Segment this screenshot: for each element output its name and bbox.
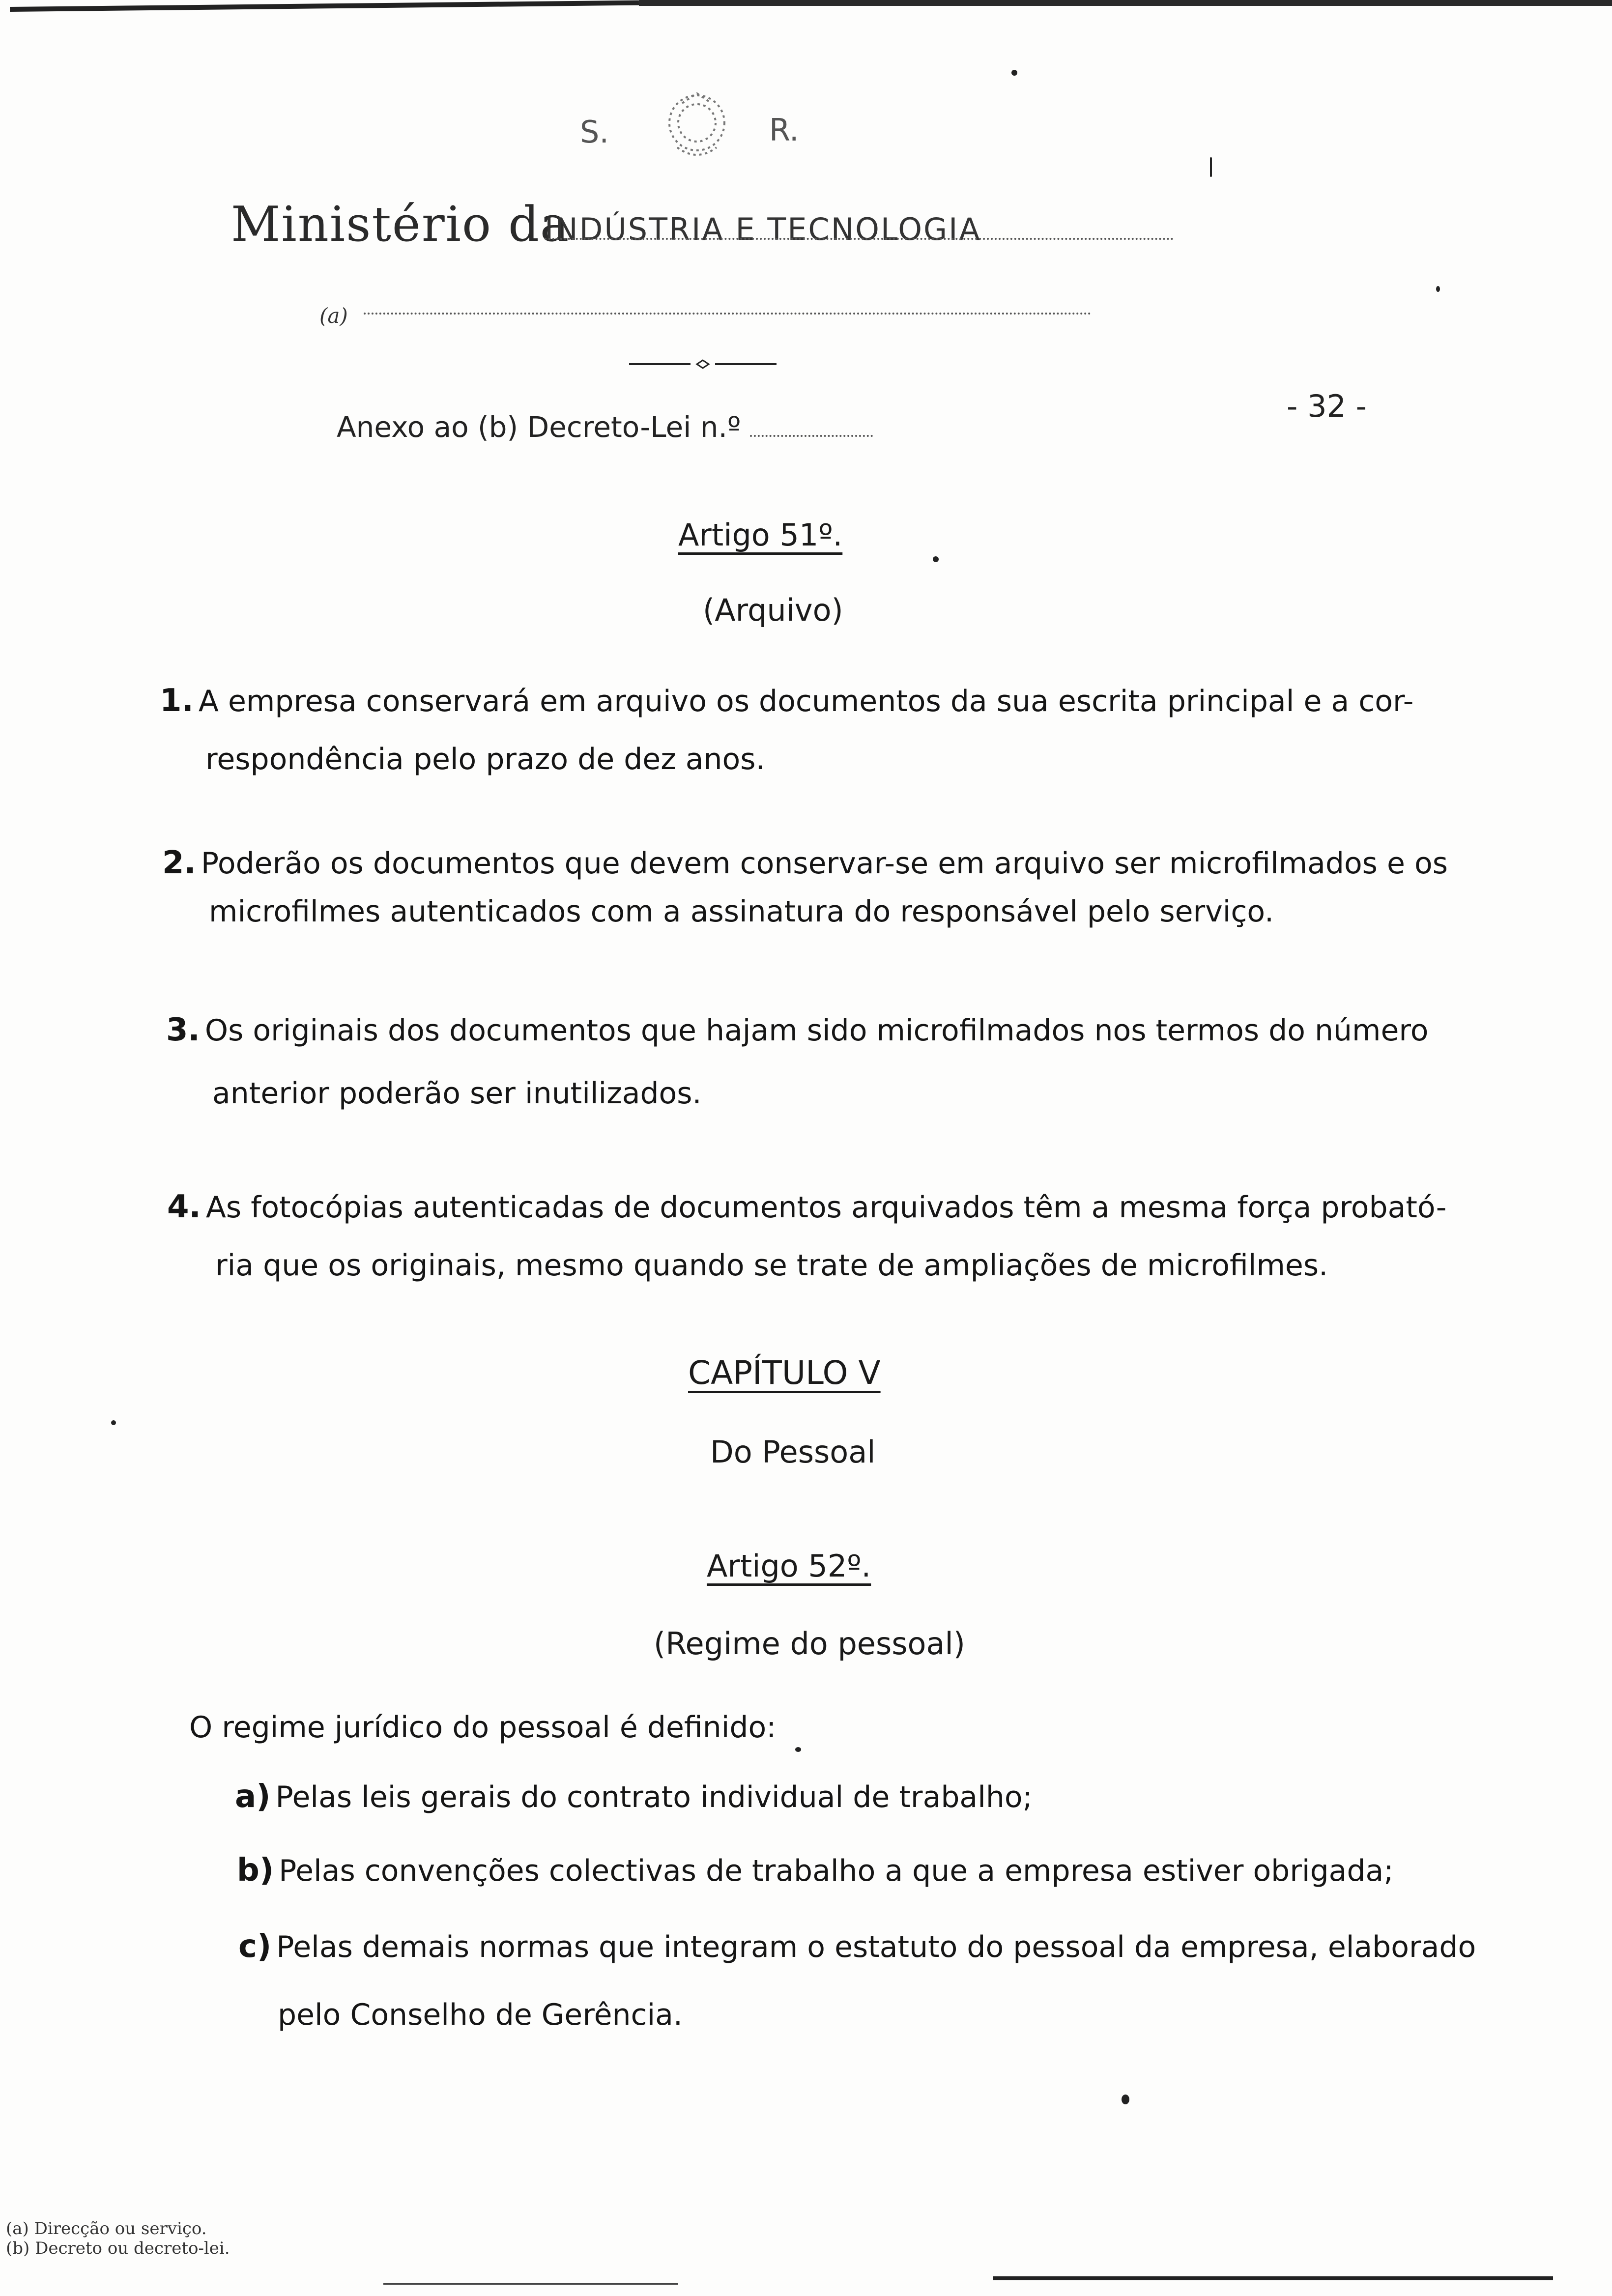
article-52-item-a bbox=[235, 1764, 1033, 1830]
article-52-item-c bbox=[238, 1914, 1476, 1980]
article-51-item-3 bbox=[166, 998, 1428, 1063]
scan-speck bbox=[933, 556, 939, 562]
scan-speck bbox=[795, 1747, 801, 1752]
scan-speck bbox=[111, 1420, 116, 1425]
article-52-intro: O regime jurídico do pessoal é definido: bbox=[189, 1710, 777, 1745]
item-number: 2. bbox=[162, 845, 196, 881]
coat-of-arms-emblem bbox=[648, 88, 746, 167]
item-text-line1: A empresa conservará em arquivo os documentos da sua escrita principal e a cor- bbox=[198, 684, 1414, 718]
footnote-b: (b) Decreto ou decreto-lei. bbox=[6, 2239, 230, 2258]
top-edge-rule-right bbox=[639, 0, 1612, 6]
bottom-faint-rule bbox=[383, 2283, 678, 2285]
chapter-title: CAPÍTULO V bbox=[688, 1354, 881, 1392]
article-51-item-3-continuation: anterior poderão ser inutilizados. bbox=[212, 1076, 702, 1111]
ministry-dotted-line bbox=[545, 238, 1174, 240]
footnote-a: (a) Direcção ou serviço. bbox=[6, 2219, 207, 2239]
scan-speck bbox=[1122, 2095, 1129, 2104]
article-51-item-1-continuation: respondência pelo prazo de dez anos. bbox=[205, 742, 765, 776]
direction-dotted-line bbox=[364, 313, 1091, 315]
item-text-line1: Os originais dos documentos que hajam sido microfilmados nos termos do número bbox=[204, 1013, 1429, 1048]
item-letter: b) bbox=[237, 1852, 274, 1889]
item-number: 3. bbox=[166, 1012, 200, 1048]
item-letter: a) bbox=[235, 1779, 271, 1815]
ministry-prefix: Ministério da bbox=[231, 197, 570, 253]
annex-line bbox=[337, 410, 873, 444]
seal-letter-right: R. bbox=[769, 112, 799, 148]
item-text-line1: Poderão os documentos que devem conservar-se em arquivo ser microfilmados e os bbox=[201, 846, 1448, 881]
article-51-item-1 bbox=[160, 668, 1413, 734]
article-52-subtitle: (Regime do pessoal) bbox=[654, 1626, 965, 1662]
item-letter: c) bbox=[238, 1928, 272, 1965]
scan-speck bbox=[1011, 70, 1017, 76]
ministry-name: INDÚSTRIA E TECNOLOGIA bbox=[545, 211, 981, 247]
scan-mark bbox=[1210, 157, 1212, 177]
item-text-line1: Pelas convenções colectivas de trabalho a que a empresa estiver obrigada; bbox=[279, 1854, 1394, 1888]
item-number: 1. bbox=[160, 683, 194, 719]
annex-label: Anexo ao (b) Decreto-Lei n.º bbox=[337, 410, 741, 444]
article-51-title: Artigo 51º. bbox=[678, 517, 843, 553]
top-edge-rule bbox=[10, 0, 639, 12]
article-52-title: Artigo 52º. bbox=[707, 1548, 871, 1584]
decree-number-dotted-line bbox=[750, 435, 873, 437]
item-number: 4. bbox=[167, 1189, 201, 1225]
seal-letter-left: S. bbox=[580, 114, 609, 150]
article-51-subtitle: (Arquivo) bbox=[703, 592, 843, 628]
divider-ornament bbox=[629, 357, 777, 372]
scan-speck bbox=[1436, 286, 1440, 292]
bottom-edge-rule bbox=[993, 2276, 1553, 2280]
item-text-line1: As fotocópias autenticadas de documentos arquivados têm a mesma força probató- bbox=[205, 1190, 1447, 1225]
chapter-subtitle: Do Pessoal bbox=[710, 1434, 876, 1470]
item-text-line1: Pelas leis gerais do contrato individual de trabalho; bbox=[275, 1780, 1033, 1814]
note-a-marker: (a) bbox=[319, 304, 348, 328]
article-51-item-4-continuation: ria que os originais, mesmo quando se trate de ampliações de microfilmes. bbox=[215, 1248, 1328, 1283]
page-number: - 32 - bbox=[1287, 388, 1367, 424]
article-51-item-2 bbox=[162, 831, 1448, 896]
article-52-item-b bbox=[237, 1838, 1394, 1903]
article-51-item-2-continuation: microfilmes autenticados com a assinatura do responsável pelo serviço. bbox=[209, 894, 1274, 929]
item-text-line1: Pelas demais normas que integram o estatuto do pessoal da empresa, elaborado bbox=[276, 1930, 1476, 1964]
article-52-item-c-continuation: pelo Conselho de Gerência. bbox=[278, 1998, 683, 2032]
article-51-item-4 bbox=[167, 1175, 1446, 1240]
